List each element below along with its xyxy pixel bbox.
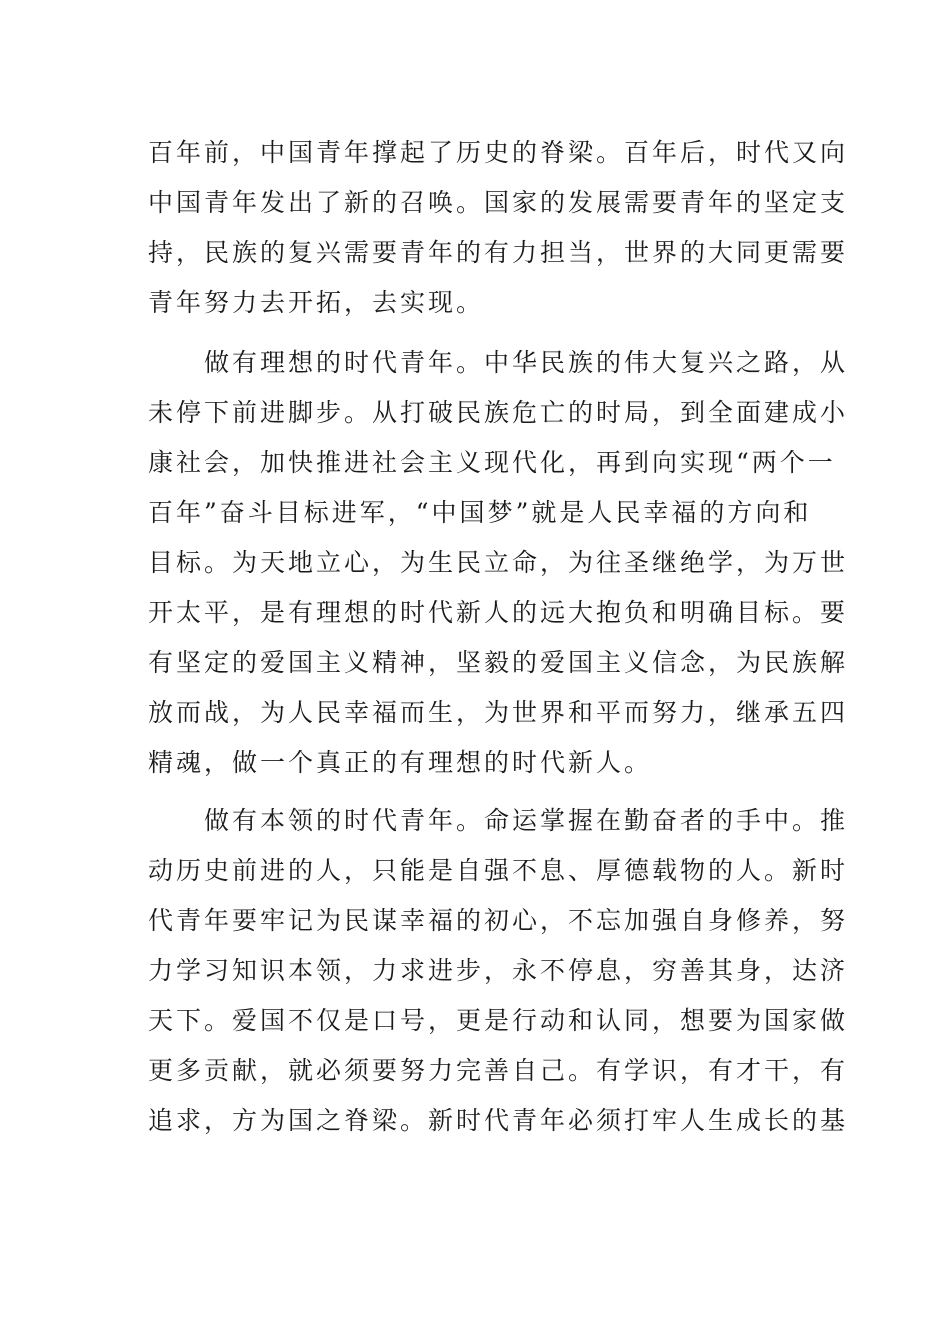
paragraph-line: 开太平，是有理想的时代新人的远大抱负和明确目标。要 <box>148 598 849 627</box>
paragraph-line: 天下。爱国不仅是口号，更是行动和认同，想要为国家做 <box>148 1006 849 1035</box>
paragraph-line: 持，民族的复兴需要青年的有力担当，世界的大同更需要 <box>148 238 849 267</box>
paragraph-line: 青年努力去开拓，去实现。 <box>148 288 485 317</box>
paragraph-line: 未停下前进脚步。从打破民族危亡的时局，到全面建成小 <box>148 398 849 427</box>
paragraph-line: 康社会，加快推进社会主义现代化，再到向实现“两个一 <box>148 448 836 477</box>
paragraph-line: 追求，方为国之脊梁。新时代青年必须打牢人生成长的基 <box>148 1106 849 1135</box>
paragraph-line: 百年前，中国青年撑起了历史的脊梁。百年后，时代又向 <box>148 138 849 167</box>
paragraph-line: 放而战，为人民幸福而生，为世界和平而努力，继承五四 <box>148 698 849 727</box>
paragraph-line: 做有本领的时代青年。命运掌握在勤奋者的手中。推 <box>204 806 849 835</box>
paragraph-line: 目标。为天地立心，为生民立命，为往圣继绝学，为万世 <box>148 548 849 577</box>
paragraph-line: 精魂，做一个真正的有理想的时代新人。 <box>148 748 653 777</box>
paragraph-line: 中国青年发出了新的召唤。国家的发展需要青年的坚定支 <box>148 188 849 217</box>
paragraph-line: 力学习知识本领，力求进步，永不停息，穷善其身，达济 <box>148 956 849 985</box>
paragraph-2 <box>148 338 849 788</box>
paragraph-3 <box>148 796 849 1146</box>
paragraph-line: 有坚定的爱国主义精神，坚毅的爱国主义信念，为民族解 <box>148 648 849 677</box>
paragraph-line: 百年”奋斗目标进军，“中国梦”就是人民幸福的方向和 <box>148 498 812 527</box>
paragraph-1 <box>148 128 849 328</box>
paragraph-line: 更多贡献，就必须要努力完善自己。有学识，有才干，有 <box>148 1056 849 1085</box>
paragraph-line: 代青年要牢记为民谋幸福的初心，不忘加强自身修养，努 <box>148 906 849 935</box>
paragraph-line: 动历史前进的人，只能是自强不息、厚德载物的人。新时 <box>148 856 849 885</box>
paragraph-line: 做有理想的时代青年。中华民族的伟大复兴之路，从 <box>204 348 849 377</box>
